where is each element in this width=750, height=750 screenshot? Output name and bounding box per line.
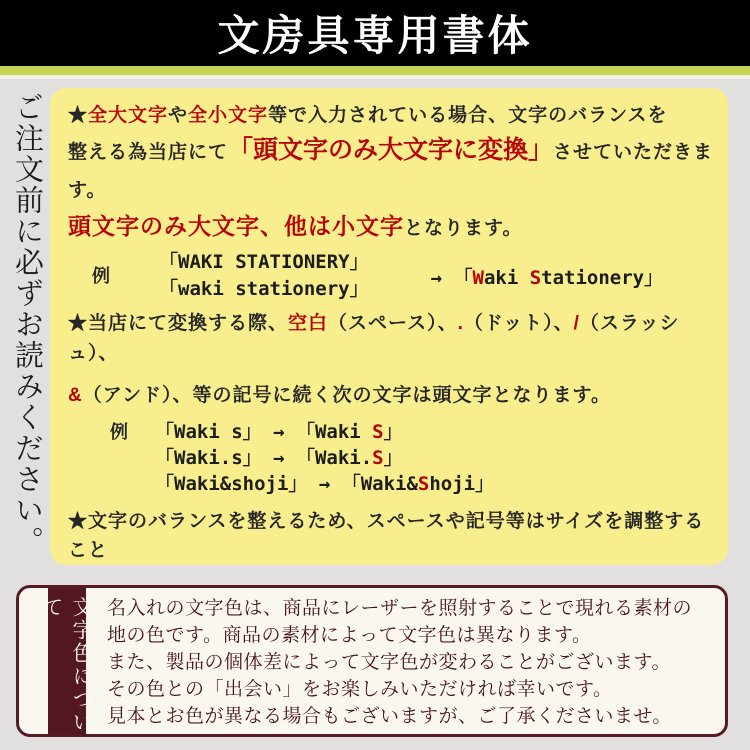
arrow-icon: → [430,266,454,289]
text: （スラッシュ）、 [68,313,680,364]
emphasis-dot: . [457,313,464,334]
page-title: 文房具専用書体 [217,12,533,59]
example-label: 例 [110,422,129,442]
text: （アンド）、等の記号に続く次の文字は頭文字となります。 [82,385,611,406]
emphasis-convert-rule: 「頭文字のみ大文字に変換」 [228,136,554,164]
text: 「 [453,266,473,289]
text-color-label: 文字色について [40,596,94,734]
emphasis-ampersand: & [68,385,83,406]
text: 「Waki&shoji」 → 「Waki& [155,473,418,495]
text: 「Waki.s」 → 「Waki. [155,447,373,469]
example2-rows [155,419,494,497]
example-block-1 [68,249,714,303]
accent-bar-light [0,75,750,79]
emphasis-initial-cap: 頭文字のみ大文字、他は小文字 [68,213,404,239]
bullet2-line2 [68,381,714,411]
red-initial: S [372,421,384,443]
color-info-line: 名入れの文字色は、商品にレーザーを照射することで現れる素材の [107,598,693,619]
bullet1-line2 [68,131,714,210]
red-initial: S [372,447,384,469]
example1-result [431,263,664,290]
text: となります。 [404,218,523,239]
text-color-info-box [16,585,728,737]
example-block-2 [68,419,714,497]
text: 「Waki s」 → 「Waki [155,421,373,443]
text: aki [483,266,530,289]
red-initial: S [417,473,430,495]
text: や [168,105,189,126]
bullet3-line1: ★文字のバランスを整えるため、スペースや記号等はサイズを調整すること [68,511,705,561]
emphasis-all-caps: 全大文字 [88,105,169,126]
example1-input-upper: 「WAKI STATIONERY」 [159,251,369,273]
text: 」 [383,447,403,469]
text: させていただきます。 [68,142,714,201]
example1-inputs [159,249,369,303]
example-label: 例 [92,266,111,286]
emphasis-slash: / [573,313,580,334]
emphasis-all-lower: 全小文字 [188,105,269,126]
text: ★当店にて変換する際、 [68,313,289,334]
bullet1-line1 [68,101,714,131]
color-info-line: また、製品の個体差によって文字色が変わることがございます。 [107,652,671,673]
side-vertical-note: ご注文前に必ずお読みください。 [11,92,43,557]
text: 」 [383,421,403,443]
example2-row [155,445,494,471]
header-bar [0,0,750,66]
text: （ドット）、 [463,313,574,334]
text-color-label-strip [40,588,94,734]
notice-box [50,88,728,565]
text: （スペース）、 [328,313,458,334]
red-initial: W [472,266,484,289]
text: 整える為当店にて [68,142,229,163]
text: tationery」 [541,266,664,289]
emphasis-space: 空白 [288,313,329,334]
red-initial: S [529,266,542,289]
example1-input-lower: 「waki stationery」 [159,278,369,300]
color-info-line: 見本とお色が異なる場合もございますが、ご了承くださいませ。 [107,706,672,727]
example2-row [155,419,494,445]
example2-row [155,471,494,497]
text: 等で入力されている場合、文字のバランスを [268,105,668,126]
color-info-line: 地の色です。商品の素材によって文字色は異なります。 [107,625,592,646]
star-icon: ★ [68,105,89,126]
text: hoji」 [429,473,495,495]
text-color-body [107,595,717,730]
color-info-line: その色との「出会い」をお楽しみいただければ幸いです。 [107,679,613,700]
bullet1-line3 [68,210,714,245]
bullet2-line1 [68,309,714,369]
accent-bar [0,66,750,75]
